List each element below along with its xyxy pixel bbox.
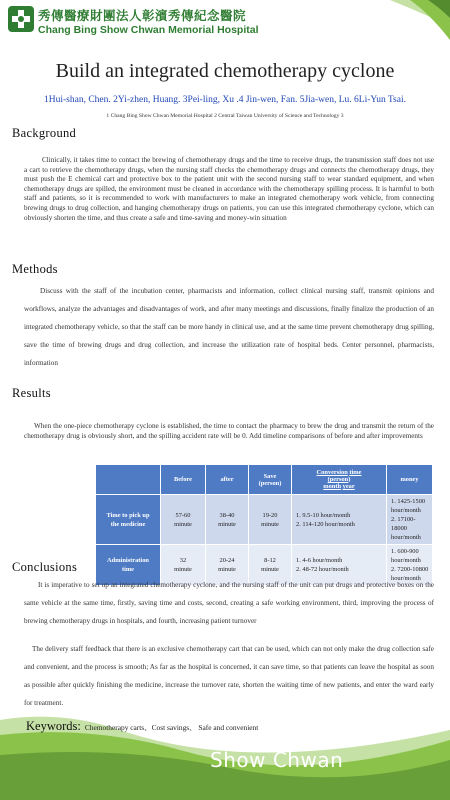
poster-title: Build an integrated chemotherapy cyclone — [55, 60, 395, 82]
row-label-line1: Administration — [107, 557, 149, 564]
keywords-text: Chemotherapy carts、Cost savings、 Safe and convenient — [84, 723, 259, 732]
hospital-logo-icon — [8, 6, 34, 32]
cell-conversion — [292, 495, 387, 545]
footer-wave-decoration-icon — [0, 690, 450, 800]
table-row — [96, 495, 433, 545]
hospital-name-chinese: 秀傳醫療財團法人彰濱秀傳紀念醫院 — [38, 8, 247, 23]
conclusions-heading: Conclusions — [12, 560, 78, 574]
author-list: 1Hui-shan, Chen. 2Yi-zhen, Huang. 3Pei-ling, Xu .4 Jin-wen, Fan. 5Jia-wen, Lu. 6Li-Yun Tsai. — [44, 95, 406, 105]
cell-line2: 2. 7200-10800 hour/month — [391, 566, 429, 582]
col-header-before: Before — [161, 465, 206, 495]
footer-brand-text: Show Chwan — [210, 748, 344, 772]
cell-value: 57-60 — [175, 511, 191, 519]
time-link[interactable]: time — [349, 469, 362, 476]
keywords-separator: : — [77, 719, 81, 733]
cell-unit: minute — [218, 520, 236, 528]
background-heading: Background — [12, 126, 77, 140]
cell-unit: minute — [174, 520, 192, 528]
methods-heading: Methods — [12, 262, 58, 276]
hospital-name-english: Chang Bing Show Chwan Memorial Hospital — [38, 24, 259, 36]
table-corner-cell — [96, 465, 161, 495]
person-link[interactable]: (person — [327, 476, 349, 483]
cell-line1: 1. 600-900 hour/month — [391, 548, 421, 564]
results-heading: Results — [12, 386, 51, 400]
col-header-save — [249, 465, 292, 495]
cell-line2: 2. 114-120 hour/month — [296, 520, 355, 528]
time-comparison-table — [95, 464, 433, 586]
cell-after — [206, 495, 249, 545]
cell-line1: 1. 1425-1500 hour/month — [391, 498, 426, 514]
save-header-line1: Save — [263, 472, 277, 480]
hospital-header — [0, 0, 450, 46]
cell-value: 38-40 — [219, 511, 235, 519]
cell-unit: minute — [261, 520, 279, 528]
cell-unit: minute — [261, 566, 279, 573]
conclusions-paragraph-2: The delivery staff feedback that there is an exclusive chemotherapy cart that can be used, which can not only make the drug collection safe and convenient, and the process is smooth; As far as the hospital is concerned, it can save time, so that patients can leave the hospital as soon as possible after quickly finishing the medicine, increase the turnover rate, shorten the waiting time of new patients, and enter the ward early for treatment. — [24, 645, 434, 707]
cell-line2: 2. 17100-18000 hour/month — [391, 516, 421, 541]
keywords-line — [26, 717, 258, 735]
person-close-paren: ) — [348, 476, 351, 483]
cell-money — [387, 495, 433, 545]
corner-leaf-decoration-icon — [330, 0, 450, 46]
cell-value: 32 — [179, 557, 187, 564]
row-label-line2: the medicine — [110, 520, 146, 528]
methods-text: Discuss with the staff of the incubation center, pharmacists and information, collect clinical nursing staff, transmit opinions and workflows, analyze the advantages and disadvantages of work, and after many meetings and discussions, finally finalize the production of an integrated chemotherapy vehicle, so that the staff can be more handy in clinical use, and at the same time prevent chemotherapy drug spilling, save the time of brewing drugs and drug collection, and increase the utilization rate of hospital beds. Center personnel, pharmacists, information — [24, 287, 434, 367]
save-header-line2: (person) — [258, 479, 282, 487]
conclusions-paragraph-1: It is imperative to set up an integrated chemotherapy cyclone, and the nursing staff of the unit can put drugs and protective boxes on the same vehicle at the same time, firstly, saving time and costs, second, creating a safe working environment, third, improving the process of brewing chemotherapy drugs in hospitals, and fourth, increasing patient turnover — [24, 581, 434, 625]
col-header-money: money — [387, 465, 433, 495]
row-label-line2: time — [121, 566, 135, 573]
cell-line1: 1. 4-6 hour/month — [296, 557, 343, 564]
col-header-after: after — [206, 465, 249, 495]
cell-value: 20-24 — [219, 557, 235, 564]
affiliations: 1 Chang Bing Show Chwan Memorial Hospital 2 Central Taiwan University of Science and Technology 3 — [106, 113, 344, 119]
table-header-row — [96, 465, 433, 495]
cell-unit: minute — [218, 566, 236, 573]
results-text: When the one-piece chemotherapy cyclone is established, the time to contact the pharmacy to brew the drug and transmit the return of the chemotherapy drug is obviously short, and the spilling accident rate will be 0. Add timeline comparisons of before and after improvements — [24, 422, 434, 440]
cell-value: 8-12 — [264, 557, 276, 564]
cell-unit: minute — [174, 566, 192, 573]
background-text: Clinically, it takes time to contact the brewing of chemotherapy drugs and the time to receive drugs, the transmission staff does not use a cart to retrieve the chemotherapy drugs, when the nursing staff checks the chemotherapy drugs and connects the chemotherapy drugs, they must push the E chemical cart and protective box to the patient unit with the second nursing staff to wear standard equipment, and when chemotherapy drugs are spilled, the environment must be cleaned in accordance with the chemotherapy spilling process. It is harmful to both staff and patients, so it is recommended to work with manufacturers to make an integrated chemotherapy work vehicle, from connecting brewing drugs to drug collection, and hanging chemotherapy drugs on patients, you can use this integrated chemotherapy cyclone, which can obviously shorten the time, and thus create a safe and time-saving and money-win situation — [24, 156, 434, 222]
row-label-pickup — [96, 495, 161, 545]
month-link[interactable]: month — [323, 483, 342, 490]
cell-line1: 1. 9.5-10 hour/month — [296, 511, 351, 519]
cell-save — [249, 495, 292, 545]
row-label-line1: Time to pick up — [106, 511, 150, 519]
conversion-link[interactable]: Conversion — [316, 469, 348, 476]
cell-value: 19-20 — [262, 511, 278, 519]
col-header-conversion-time — [292, 465, 387, 495]
keywords-label: Keywords — [26, 719, 78, 733]
year-link[interactable]: year — [342, 483, 355, 490]
cell-before — [161, 495, 206, 545]
cell-line2: 2. 48-72 hour/month — [296, 566, 349, 573]
